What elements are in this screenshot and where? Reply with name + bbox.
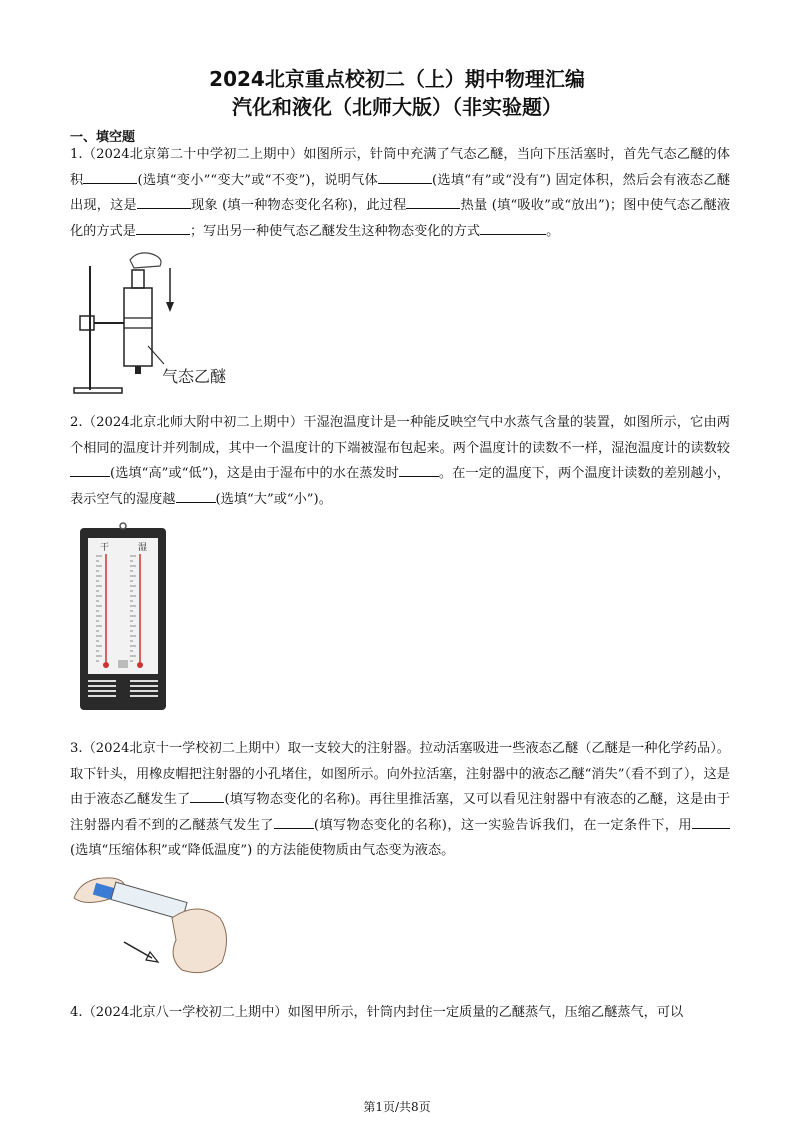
q1-text-7: 。 xyxy=(546,223,560,239)
hygrometer-figure xyxy=(78,522,168,712)
document-title-line1: 2024北京重点校初二（上）期中物理汇编 xyxy=(209,67,585,91)
q2-text-3: 。在一定的温度下，两个温度计读数的差别越小，表示空气的湿度越 xyxy=(70,466,730,507)
question-1 xyxy=(70,142,730,244)
q1-blank-3[interactable] xyxy=(137,194,191,209)
dry-bulb-label: 干 xyxy=(100,543,110,553)
q1-text-5: 热量 (填“吸收”或“放出”)；图中使气态乙醚液化的方式是 xyxy=(70,198,731,239)
pull-arrow-icon xyxy=(124,942,158,962)
page-footer: 第1页/共8页 xyxy=(363,1100,431,1114)
q2-blank-3[interactable] xyxy=(176,488,216,503)
arrow-down-icon xyxy=(166,268,174,312)
q3-text-4: (选填“压缩体积”或“降低温度”) 的方法能使物质由气态变为液态。 xyxy=(70,843,455,858)
q3-blank-2[interactable] xyxy=(274,814,314,829)
question-2 xyxy=(70,410,730,512)
wet-bulb-label: 湿 xyxy=(138,543,148,553)
gas-ether-label: 气态乙醚 xyxy=(162,367,227,386)
q1-text-6: ；写出另一种使气态乙醚发生这种物态变化的方式 xyxy=(189,223,481,239)
q2-blank-1[interactable] xyxy=(70,462,110,477)
q3-text-2: (填写物态变化的名称)。再往里推活塞，又可以看见注射器中有液态的乙醚，这是由于注射器内看不到的乙醚蒸气发生了 xyxy=(70,792,731,833)
q1-text-1: 1.（2024北京第二十中学初二上期中）如图所示，针筒中充满了气态乙醚，当向下压活塞时，首先气态乙醚的体积 xyxy=(70,147,730,188)
q1-blank-2[interactable] xyxy=(378,169,432,184)
syringe-hands-figure xyxy=(72,870,232,980)
syringe-stand-figure xyxy=(72,248,242,398)
q3-blank-3[interactable] xyxy=(692,814,730,829)
q2-text-1: 2.（2024北京北师大附中初二上期中）干湿泡温度计是一种能反映空气中水蒸气含量的装置，如图所示，它由两个相同的温度计并列制成，其中一个温度计的下端被湿布包起来。两个温度计的读数不一样，湿泡温度计的读数较 xyxy=(70,415,730,456)
q3-text-1: 3.（2024北京十一学校初二上期中）取一支较大的注射器。拉动活塞吸进一些液态乙醚（乙醚是一种化学药品）。取下针头，用橡皮帽把注射器的小孔堵住，如图所示。向外拉活塞，注射器中的液态乙醚“消失”（看不到了），这是由于液态乙醚发生了 xyxy=(70,741,730,807)
q1-blank-4[interactable] xyxy=(406,194,460,209)
q1-text-2: (选填“变小”“变大”或“不变”)，说明气体 xyxy=(137,172,379,188)
q2-blank-2[interactable] xyxy=(399,462,439,477)
q3-blank-1[interactable] xyxy=(190,788,224,803)
hand-icon xyxy=(130,253,161,268)
q2-text-2: (选填“高”或“低”)，这是由于湿布中的水在蒸发时 xyxy=(110,466,399,481)
q1-blank-5[interactable] xyxy=(136,220,190,235)
document-title-line2: 汽化和液化（北师大版）（非实验题） xyxy=(232,95,562,119)
q1-text-3: (选填“有”或“没有”) 固定体积，然后会有液态乙醚出现，这是 xyxy=(70,172,730,213)
q3-text-3: (填写物态变化的名称)，这一实验告诉我们，在一定条件下，用 xyxy=(313,817,692,833)
right-hand-icon xyxy=(172,909,227,973)
q1-text-4: 现象 (填一种物态变化名称)，此过程 xyxy=(190,198,407,213)
question-3 xyxy=(70,736,730,864)
q1-blank-1[interactable] xyxy=(83,169,137,184)
q2-text-4: (选填“大”或“小”)。 xyxy=(215,491,332,507)
section-heading: 一、填空题 xyxy=(70,130,136,145)
q4-text-1: 4.（2024北京八一学校初二上期中）如图甲所示，针筒内封住一定质量的乙醚蒸气，压缩乙醚蒸气，可以 xyxy=(70,1005,684,1020)
question-4 xyxy=(70,1000,730,1026)
q1-blank-6[interactable] xyxy=(480,220,546,235)
